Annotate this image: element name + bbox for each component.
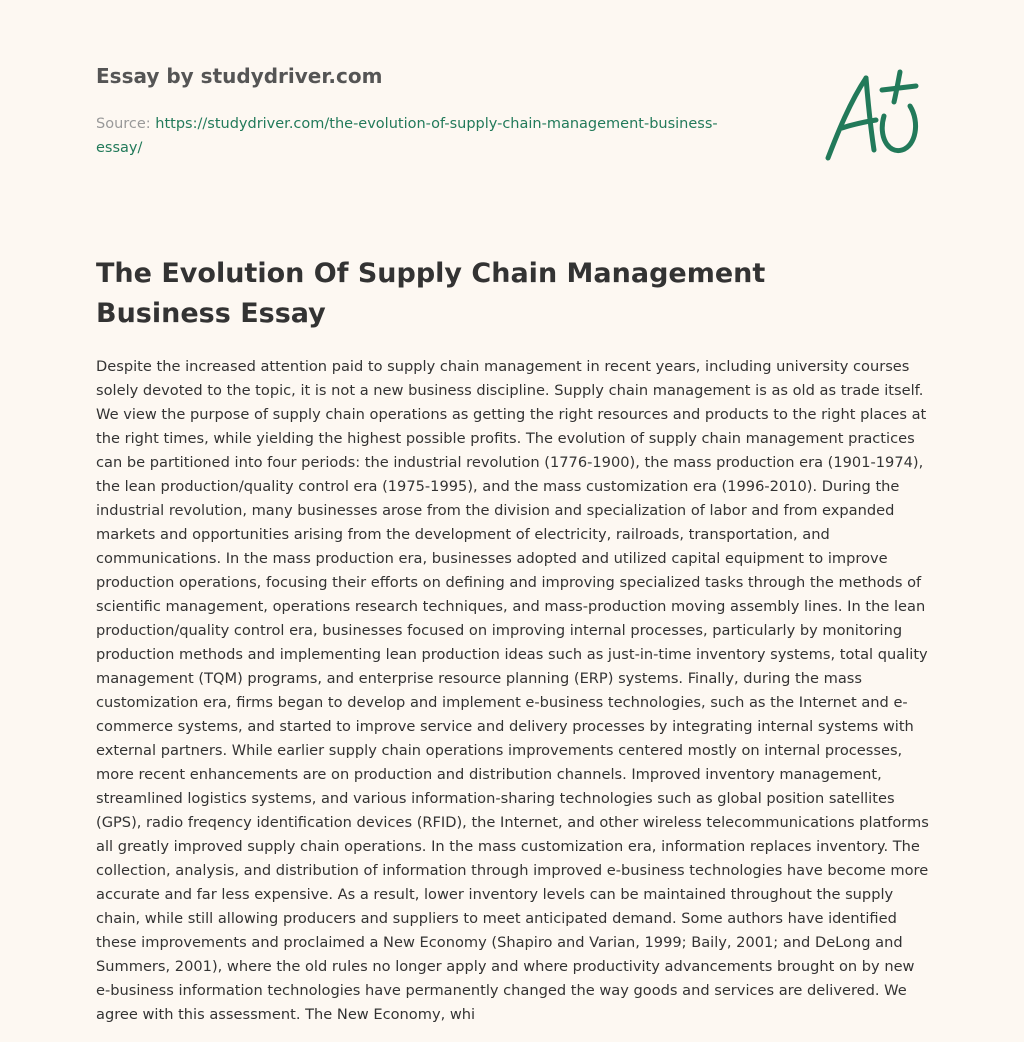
a-plus-logo-icon [820, 66, 930, 166]
essay-body: Despite the increased attention paid to supply chain management in recent years, including university courses solely devoted to the topic, it is not a new business discipline. Supply chain management is as old as trade itself. We view the purpose of supply chain operations as getting the right resources and products to the right places at the right times, while yielding the highest possible profits. The evolution of supply chain management practices can be partitioned into four periods: the industrial revolution (1776-1900), the mass production era (1901-1974), the lean production/quality control era (1975-1995), and the mass customization era (1996-2010). During the industrial revolution, many businesses arose from the division and specialization of labor and from expanded markets and opportunities arising from the development of electricity, railroads, transportation, and communications. In the mass production era, businesses adopted and utilized capital equipment to improve production operations, focusing their efforts on defining and improving specialized tasks through the methods of scientific management, operations research techniques, and mass-production moving assembly lines. In the lean production/quality control era, businesses focused on improving internal processes, particularly by monitoring production methods and implementing lean production ideas such as just-in-time inventory systems, total quality management (TQM) programs, and enterprise resource planning (ERP) systems. Finally, during the mass customization era, firms began to develop and implement e-business technologies, such as the Internet and e-commerce systems, and started to improve service and delivery processes by integrating internal systems with external partners. While earlier supply chain operations improvements centered mostly on internal processes, more recent enhancements are on production and distribution channels. Improved inventory management, streamlined logistics systems, and various information-sharing technologies such as global position satellites (GPS), radio freqency identification devices (RFID), the Internet, and other wireless telecommunications platforms all greatly improved supply chain operations. In the mass customization era, information replaces inventory. The collection, analysis, and distribution of information through improved e-business technologies have become more accurate and far less expensive. As a result, lower inventory levels can be maintained throughout the supply chain, while still allowing producers and suppliers to meet anticipated demand. Some authors have identified these improvements and proclaimed a New Economy (Shapiro and Varian, 1999; Baily, 2001; and DeLong and Summers, 2001), where the old rules no longer apply and where productivity advancements brought on by new e-business information technologies have permanently changed the way goods and services are delivered. We agree with this assessment. The New Economy, whi [96, 358, 929, 1023]
source-label: Source: [96, 116, 151, 132]
source-line [96, 112, 756, 160]
essay-title: The Evolution Of Supply Chain Management Business Essay [96, 258, 766, 329]
source-link[interactable]: https://studydriver.com/the-evolution-of-supply-chain-management-business-essay/ [96, 116, 718, 156]
site-brand: Essay by studydriver.com [96, 64, 383, 88]
